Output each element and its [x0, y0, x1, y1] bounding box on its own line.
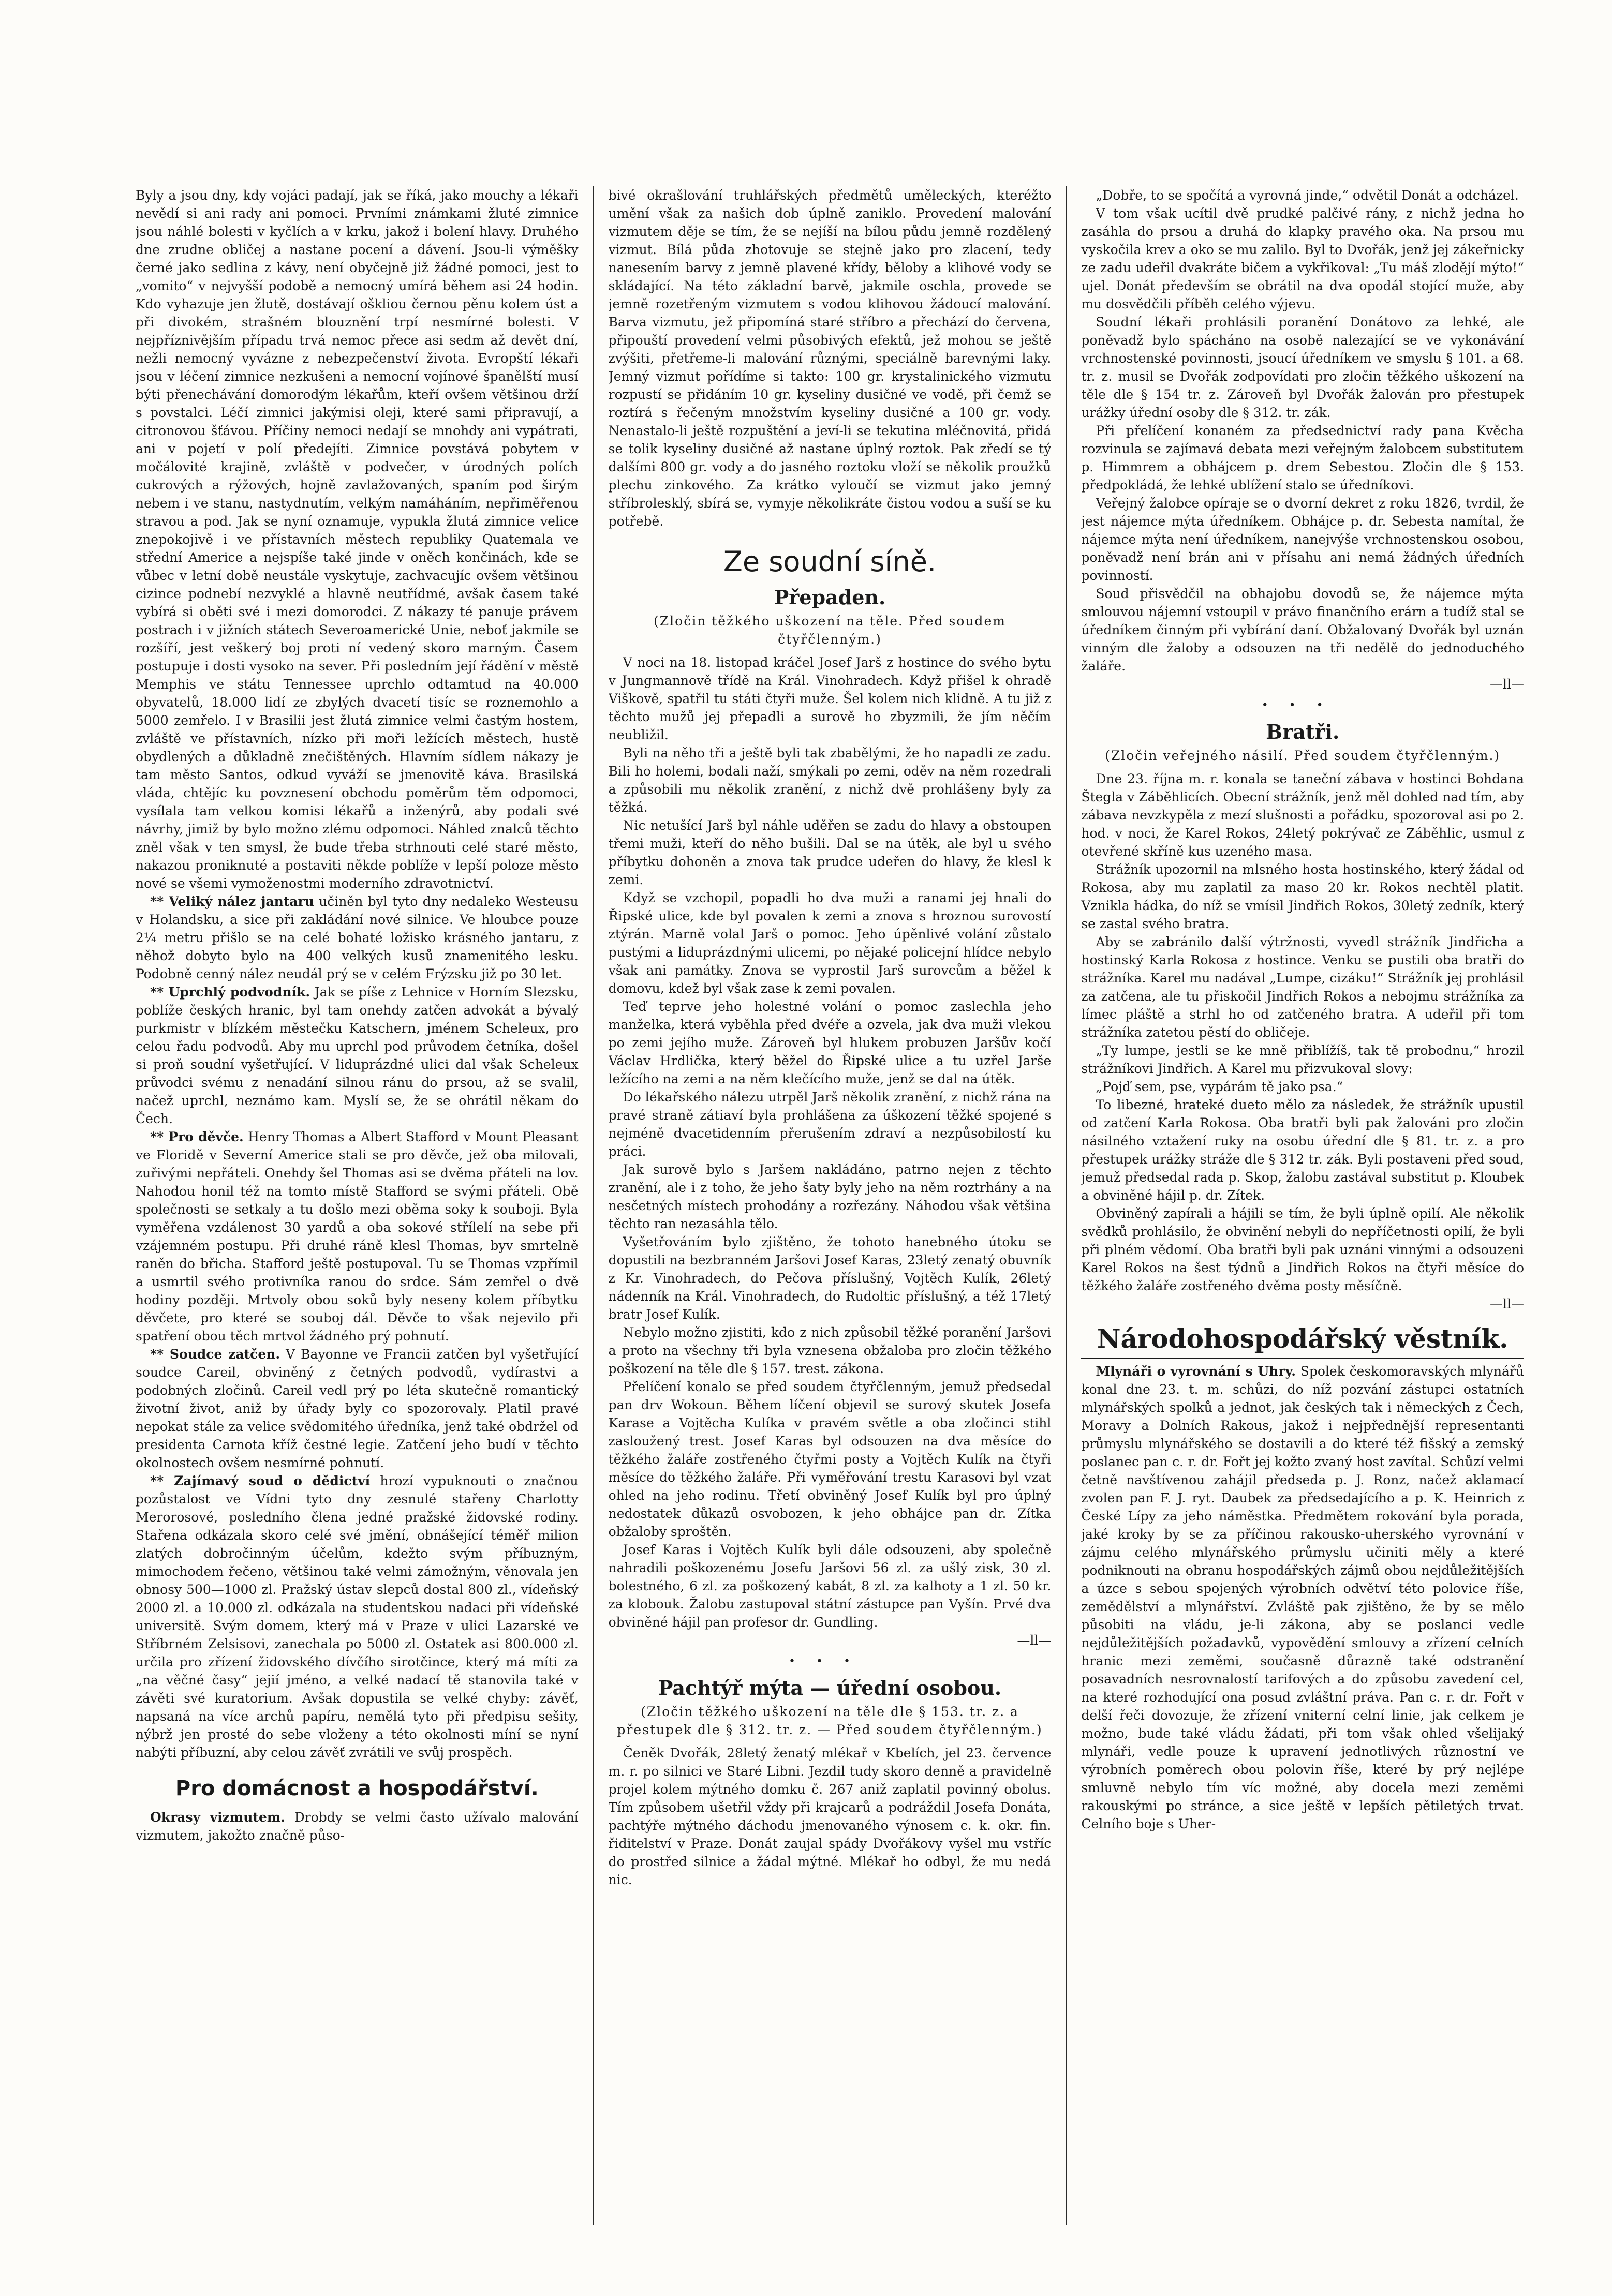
article-judge-arrested [136, 1345, 579, 1472]
case-paragraph: Aby se zabránilo další výtržnosti, vyvedl strážník Jindřicha a hostinský Karla Rokosa z hostince. Venku se pustili oba bratři do strážníka. Karel mu nadával „Lumpe, cizáku!“ Strážník jej prohlásil za zatčena, ale tu přiskočil Jindřich Rokos a nebojmu strážníka za límec pláště a strhl ho od zatčeného bratra. A udeřil při tom strážníka zatetou pěstí do obličeje. [1081, 934, 1525, 1040]
case-paragraph: Dne 23. října m. r. konala se taneční zábava v hostinci Bohdana Štegla v Záběhlicích. Obecní strážník, jenž měl dohled nad tím, aby zábava nevzkypěla z mezí slušnosti a pořádku, spozoroval asi po 2. hod. v noci, že Karel Rokos, 24letý pokrývač ze Záběhlic, usmul z otevřené skříně kus uzeného masa. [1081, 771, 1525, 859]
section-heading-household: Pro domácnost a hospodářství. [175, 1777, 539, 1800]
article-for-a-girl [136, 1128, 579, 1345]
author-sign: —ll— [1017, 1633, 1052, 1648]
article-millers [1081, 1362, 1524, 1833]
case-paragraph: Vyšetřováním bylo zjištěno, že tohoto hanebného útoku se dopustili na bezbranném Jaršovi Josef Karas, 23letý zenatý obuvník z Kr. Vinohradech, do Pečova příslušný, Vojtěch Kulík, 26letý nádenník na Král. Vinohradech, do Rudoltic příslušný, a též 17letý bratr Josef Kulík. [608, 1234, 1052, 1322]
case-paragraph: Byli na něho tři a ještě byli tak zbabělými, že ho napadli ze zadu. Bili ho holemi, bodali naží, smýkali po zemi, oděv na něm rozedrali a způsobili mu několik zranění, z nichž dvě prohlášeny byly za těžká. [608, 746, 1052, 815]
case-paragraph: Nic netušící Jarš byl náhle uděřen se zadu do hlavy a obstoupen třemi muži, kteří do něho bušili. Dal se na útěk, ale byl u svého příbytku dohoněn a znova tak prudce udeřen do hlavy, že klesl k zemi. [608, 818, 1052, 887]
kicker-amber: ** Veliký nález jantaru [150, 894, 314, 909]
case-paragraph: To libezné, hrateké dueto mělo za následek, že strážník upustil od zatčení Karla Rokosa. Oba bratři byli pak žalováni pro zločin násilného vztažení ruky na osobu úřední dle § 81. tr. z. a pro přestupek urážky stráže dle § 312 tr. zák. Byli postaveni před soud, jemuž předsedal rada p. Skop, žalobu zastával substitut p. Kloubek a obviněné hájil p. dr. Zítek. [1081, 1097, 1525, 1203]
text-inheritance: hrozí vypuknouti o značnou pozůstalost ve Vídni tyto dny zesnulé stařeny Charlotty Merorosové, posledního člena jedné pražské židovské rodiny. Stařena odkázala skoro celé své jmění, obnášející téměř milion zlatých dobročinným účelům, kdežto svým příbuzným, mimochodem řečeno, většinou také velmi zámožným, věnovala jen obnosy 500—1000 zl. Pražský ústav slepců dostal 800 zl., vídeňský 2000 zl. a 10.000 zl. odkázala na studentskou nadaci při vídeňské universitě. Svým domem, který má v Praze v ulici Lazarské ve Stříbrném Zelsisovi, zanechala po 5000 zl. Ostatek asi 800.000 zl. určila pro zřízení židovského dívčího sirotčince, který má míti za „na věčné časy“ jejií jméno, a velké nadací tě stanovila také v závěti své kuratorium. Avšak dopustila se velké chyby: závěť, napsaná na více archů papíru, nemělá tyto při předpisu sešity, nýbrž jen prosté do sebe vloženy a této okolnosti míní se nyní nabýti příbuzní, aby celou závěť zvrátili ve svůj prospěch. [136, 1473, 579, 1760]
text-amber: učiněn byl tyto dny nedaleko Westeusu v Holandsku, a sice při zakládání nové silnice. Ve hloubce pouze 2¼ metru přišlo se na celé bohaté ložisko krásného jantaru, z něhož dobyto bylo na 400 velkých kusů znamenitého lesku. Podobně cenný nález neudál prý se v celém Frýzsku již po 30 let. [136, 894, 579, 981]
case-paragraph: Teď teprve jeho holestné volání o pomoc zaslechla jeho manželka, která vyběhla před dvéře a ozvela, jak dva muži vlekou po zemi jejího muže. Zároveň byl hlukem probuzen Jaršův kočí Václav Hrdlička, který běžel do Řipské ulice a tu uzřel Jarše ležícího na zemi a na něm klečícího muže, jenž se dal na útěk. [608, 999, 1052, 1086]
article-amber-find [136, 892, 579, 983]
text-bismuth: Drobdy se velmi často užívalo malování vizmutem, jakožto značně půso- [136, 1810, 579, 1843]
case-paragraph: Josef Karas i Vojtěch Kulík byli dále odsouzeni, aby společně nahradili poškozenému Josefu Jaršovi 56 zl. za ušlý zisk, 30 zl. bolestného, 6 zl. za poškozený kabát, 8 zl. za kalhoty a 1 zl. 50 kr. za klobouk. Žalobu zastupoval státní zástupce pan Vyšín. Prvé dva obviněné hájil pan profesor dr. Gundling. [608, 1542, 1052, 1630]
case-paragraph: „Ty lumpe, jestli se ke mně přiblížíš, tak tě probodnu,“ hrozil strážníkovi Jindřich. A Karel mu přizvukoval slovy: [1081, 1043, 1525, 1076]
column-divider [1066, 186, 1067, 2225]
case-paragraph: Soud přisvědčil na obhajobu dovodů se, že nájemce mýta smlouvou nájemní vstoupil v právo finančního erárn a tudíž stal se úředníkem činným při vybírání daní. Obžalovaný Dvořák byl uznán vinným dle žaloby a odsouzen na tři nedělě do jednoduchého žaláře. [1081, 586, 1525, 674]
author-sign: —ll— [1490, 1296, 1525, 1311]
kicker-inheritance: ** Zajímavý soud o dědictví [150, 1473, 371, 1488]
column-3 [1081, 186, 1524, 2225]
text-girl: Henry Thomas a Albert Stafford v Mount Pleasant ve Floridě v Severní Americe stali se pro děvče, jež oba milovali, zuřivými nepřáteli. Onehdy šel Thomas asi se dvěma přáteli na lov. Nahodou honil též na tomto místě Stafford se svými přáteli. Obě společnosti se setkaly a tu došlo mezi oběma soky k souboji. Byla vyměřena vzdálenost 30 yardů a oba sokové střílelí na sebe při vzájemném postupu. Při druhé ráně klesl Thomas, byv smrtelně raněn do břicha. Stafford ještě postupoval. Tu se Thomas vzpřímil a usmrtil svého protivníka ranou do srdce. Sám zemřel o dvě hodiny později. Mrtvoly obou soků byly neseny kolem příbytku děvčete, pro které se souboj dál. Děvče to však nejevilo při spatření obou těch mrtvol žádného prý pohnutí. [136, 1129, 579, 1344]
separator-stars: ••• [1261, 699, 1344, 712]
case-paragraph: Nebylo možno zjistiti, kdo z nich způsobil těžké poranění Jaršovi a proto na všechny tři byla vznesena obžaloba pro zločin těžkého poškození na těle dle § 157. trest. zákona. [608, 1325, 1052, 1376]
case-paragraph: Obviněný zapírali a hájili se tím, že byli úplně opilí. Ale několik svědků prohlásilo, že obvinění nebyli do nepříčetnosti opilí, že byli při plném vědomí. Oba bratři byli pak uznáni vinnými a odsouzeni Karel Rokos na šest týdnů a Jindřich Rokos na čtyři měsíce do těžkého žaláře zostřeného dvěma posty měsíčně. [1081, 1206, 1525, 1293]
article-inheritance [136, 1472, 579, 1762]
case-paragraph: Veřejný žalobce opíraje se o dvorní dekret z roku 1826, tvrdil, že jest nájemce mýta úředníkem. Obhájce p. dr. Sebesta namítal, že nájemce mýta není úředníkem, nanejvýše vrchnostenskou osobou, poněvadž není brán ani v přísahu ani nemá žádných úředních povinností. [1081, 496, 1525, 583]
case-paragraph: Strážník upozornil na mlsného hosta hostinského, který žádal od Rokosa, aby mu zaplatil za maso 20 kr. Rokos nechtěl platit. Vznikla hádka, do níž se vmísil Jindřich Rokos, 30letý zedník, který se zastal svého bratra. [1081, 862, 1525, 931]
kicker-bismuth: Okrasy vizmutem. [150, 1810, 286, 1825]
case-title-attacked: Přepaden. [774, 586, 886, 609]
text-fraudster: Jak se píše z Lehnice v Horním Slezsku, poblíže českých hranic, byl tam onehdy zatčen advokát a bývalý purkmistr v blízkém městečku Katschern, jménem Scheleux, pro celou řadu podvodů. Aby mu uprchl pod průvodem četníka, došel si proň soudní vyšetřující. V liduprázdné ulici dal však Scheleux průvodci svému z nenadání silnou ránu do prsou, až se svalil, načež uprchl, neznámo kam. Myslí se, že se ohrátil někam do Čech. [136, 985, 579, 1126]
case-paragraph: V noci na 18. listopad kráčel Josef Jarš z hostince do svého bytu v Jungmannově třídě na Král. Vinohradech. Když přišel k ohradě Viškově, spatřil tu státi čtyři muže. Šel kolem nich klidně. A tu již z těchto mužů jej přepadli a surově ho zbyzmili, že jím něčím neubližil. [608, 655, 1052, 742]
section-heading-economy: Národohospodářský věstník. [1081, 1322, 1524, 1359]
case-title-toll: Pachtýř mýta — úřední osobou. [658, 1676, 1002, 1699]
kicker-judge: ** Soudce zatčen. [150, 1347, 280, 1362]
case-subtitle-toll: (Zločin těžkého uškození na těle dle § 153. tr. z. a přestupek dle § 312. tr. z. — Před soudem čtyřčlenným.) [617, 1704, 1043, 1737]
article-yellow-fever: Byly a jsou dny, kdy vojáci padají, jak se říká, jako mouchy a lékaři nevědí si ani rady ani pomoci. Prvními známkami žluté zimnice jsou náhlé bolesti v kyčlích a v krku, jakož i bolení hlavy. Druhého dne zrudne obličej a nastane pocení a dávení. Jsou-li výměšky černé jako sedlina z kávy, není obyčejně již žádné pomoci, jest to „vomito“ v nejvyšší podobě a nemocný umírá během asi 24 hodin. Kdo vyhazuje jen žlutě, dostávají oškliou černou pěnu kolem úst a při divokém, strašném blouznění trpí nesmírné bolesti. V nejpříznivějším případu trvá nemoc přece asi sedm až devět dní, nežli nemocný vyvázne z nebezpečenství života. Evropští lékaři jsou v léčení zimnice nezkušeni a nemocní vojínové španělští musí býti přenechávání domorodým lékařům, kteří ovšem většinou drží s povstalci. Léčí zimnici jakýmisi oleji, které sami připravují, a citronovou šťávou. Příčiny nemoci nedají se mnohdy ani vypátrati, ani v pojetí v polí předejíti. Zimnice povstává pobytem v močálovité krajině, zvláště v podvečer, v úrodných polích cukrových a rýžových, hojně zavlažovaných, spaním pod širým nebem i ve stanu, nastydnutím, velkým namáháním, nepřiměřenou stravou a pod. Jak se nyní oznamuje, vypukla žlutá zimnice velice znepokojivě i ve přístavních městech republiky Quatemala ve střední Americe a nejspíše také jinde v oněch končinách, kde se vůbec v letní době neustále vyskytuje, zachvacujíc ovšem většinou cizince podnebí nezvyklé a hlavně neutřídmé, avšak časem také vybírá si oběti své i mezi domorodci. Z nákazy té panuje právem postrach i v jižních státech Severoamerické Unie, neboť jakmile se rozšíří, jest veškerý boj proti ní vedený skoro marným. Časem postupuje i dosti vysoko na sever. Při posledním její řádění v městě Memphis ve státu Tennessee uprchlo odtamtud na 40.000 obyvatelů, 18.000 lidí ze zbylých dvacetí tisíc se roznemohlo a 5000 zemřelo. I v Brasilii jest žlutá zimnice velmi častým hostem, zvláště ve přístavních, nízko při moři ležících městech, hustě obydlených a důkladně znečištěných. Hlavním sídlem nákazy je tam město Santos, odkud vyváží se jmenovitě káva. Brasilská vláda, chtějíc ku povznesení obchodu poměrům těm odpomoci, vysílala tam velkou komisi lékařů a inženýrů, aby podali své návrhy, jimiž by bylo možno zlému odpomoci. Náhled znalců těchto zněl však v ten smysl, že bude třeba strhnouti celé staré město, nakazou proniknuté a postaviti někde poblíže v lepší poloze město nové se všemi vymoženostmi moderního zdravotnictví. [136, 188, 579, 891]
kicker-girl: ** Pro děvče. [150, 1129, 244, 1144]
case-subtitle-attacked: (Zločin těžkého uškození na těle. Před soudem čtyřčlenným.) [654, 614, 1006, 647]
case-paragraph: Když se vzchopil, popadli ho dva muži a ranami jej hnali do Řipské ulice, kde byl povalen k zemi a znova s hroznou surovostí ztýrán. Marně volal Jarš o pomoc. Jeho úpěnlivé volání zůstalo pustými a liduprázdnými ulicemi, po nějaké policejní hlídce nebylo však ani památky. Znova se vyprostil Jarš surovcům a běžel k domovu, kdež byl však zase k zemi povalen. [608, 890, 1052, 996]
column-2 [609, 186, 1052, 2225]
case-subtitle-brothers: (Zločin veřejného násilí. Před soudem čtyřčlenným.) [1105, 748, 1501, 763]
kicker-fraudster: ** Uprchlý podvodník. [150, 985, 310, 1000]
case-paragraph: V tom však ucítil dvě prudké palčivé rány, z nichž jedna ho zasáhla do prsou a druhá do klapky pravého oka. Na prsou mu vyskočila krev a oko se mu zalilo. Byl to Dvořák, jenž jej zákeřnicky ze zadu udeřil dvakráte bičem a vykřikoval: „Tu máš zlodějí mýto!“ ujel. Donát především se obrátil na dva opodál stojící muže, aby mu dosvědčili příběh celého výjevu. [1081, 206, 1525, 311]
section-heading-court: Ze soudní síně. [723, 545, 937, 578]
kicker-millers: Mlynáři o vyrovnání s Uhry. [1096, 1364, 1296, 1379]
text-judge: V Bayonne ve Francii zatčen byl vyšetřující soudce Careil, obviněný z četných podvodů, vydírastvi a podobných zločinů. Careil vedl prý po léta skutečně romantický životní život, aniž by úřady byly co spozorovaly. Platil pravé nepokat stále za velice svědomitého úředníka, jenž také obdržel od presidenta Carnota kříž čestné legie. Zatčení jeho budí v těchto okolnostech ovšem nesmírné pohnutí. [136, 1347, 579, 1470]
article-bismuth-cont: bivé okrašlování truhlářských předmětů uměleckých, kteréžto umění však za našich dob úplně zaniklo. Provedení malování vizmutem děje se tím, že se nejíší na bílou půdu jemně rozdělený vizmut. Bílá půda zhotovuje se stejně jako pro zlacení, tedy nanesením barvy z jemně plavené křídy, běloby a klihové vody se skládající. Na této základní barvě, jakmile oschla, provede se jemně rozetřeným vizmutem s vodou klihovou žádoucí malování. Barva vizmutu, jež připomíná staré stříbro a přechází do červena, připouští provedení velmi působivých efektů, jež mohou se ještě zvýšiti, přetřeme-li malování různými, speciálně barevnými laky. Jemný vizmut pořídíme si takto: 100 gr. krystalinického vizmutu rozpustí se přidáním 10 gr. kyseliny dusičné ve vodě, při čemž se roztírá s řečeným množstvím kyseliny dusičné a 100 gr. vody. Nenastalo-li ještě rozpuštění a jeví-li se tekutina mléčnovitá, přidá se tolik kyseliny dusičné až nastane úplný roztok. Pak zředí se tý dalšími 800 gr. vody a do jasného roztoku vloží se několik proužků plechu zinkového. Za krátko vyloučí se vizmut jako jemný stříbrolesklý, sbírá se, vymyje několikráte čistou vodou a suší se ku potřebě. [608, 188, 1052, 529]
case-paragraph: Při přelíčení konaném za předsednictví rady pana Kvěcha rozvinula se zajímavá debata mezi veřejným žalobcem substitutem p. Himmrem a obhájcem p. drem Sebestou. Zločin dle § 153. předpokládá, že lehké ublížení stalo se úředníkovi. [1081, 423, 1525, 493]
case-paragraph: „Dobře, to se spočítá a vyrovná jinde,“ odvětil Donát a odcházel. [1096, 188, 1519, 203]
case-title-brothers: Bratři. [1266, 720, 1340, 743]
case-paragraph: Přelíčení konalo se před soudem čtyřčlenným, jemuž předsedal pan drv Wokoun. Během líčení objevil se surový skutek Josefa Karase a Vojtěcha Kulíka v pravém světle a oba zločinci stihl zasloužený trest. Josef Karas byl odsouzen na dva měsíce do těžkého žaláře zostřeného čtyřmi posty a Vojtěch Kulík na čtyři měsíce do těžkého žaláře. Při vyměřování trestu Karasovi byl vzat ohled na jeho rodinu. Třetí obviněný Josef Kulík byl pro úplný nedostatek důkazů osvobozen, k jeho obhájce pan dr. Zítka obžaloby sproštěn. [608, 1379, 1052, 1539]
text-millers: Spolek českomoravských mlynářů konal dne 23. t. m. schůzi, do níž pozvání zástupci ostatních mlynářských spolků a jednot, jak českých tak i německých z Čech, Moravy a Dolních Rakous, jakož i nejpřednější representanti průmyslu mlynářského se dostavili a do které též fišský a zemský poslanec pan c. r. dr. Fořt jej kožto zvaný host zavítal. Schůzí velmi četně navštívenou zahájil předseda p. J. Ronz, načež aklamací zvolen pan F. J. ryt. Daubek za předsedajícího a p. K. Heinrich z České Lípy za jeho náměstka. Předmětem rokování byla porada, jaké kroky by se za příčinou rakousko-uherského vyrovnání v zájmu celého mlynářského průmyslu učiniti měly a které podniknouti na obranu hospodářských zájmů obou nejdůležitějších a úzce s sebou spojených výrobních odvětví této polovice říše, zemědělství a mlynářství. Zvláště pak zjištěno, že by se mělo působiti na vládu, je-li zákona, aby se poslanci vedle nejdůležitějších požadavků, vypovědění smlouvy a zřízení celních hranic mezi zeměmi, současně důrazně také odstranění posavadních nesrovnalostí tarifových a do způsobu zavedení cel, na které rozhodující ona posud zvláštní práva. Pan c. r. dr. Fořt v delší řeči dovozuje, že zřízení vniterní celní linie, jak celkem je možno, bude také vládu žádati, při tom však ohled všelijaký mlynáři, vedle pouze k upravení jednotlivých různostní ve výrobních poměrech obou polovin říše, které by prý nejlépe smluvně nebylo tím víc možné, aby docela mezi zeměmi rakouskými po stránce, a sice ještě v lepších pětiletých trvat. Celního boje s Uher- [1081, 1364, 1525, 1831]
case-paragraph: Jak surově bylo s Jaršem nakládáno, patrno nejen z těchto zranění, ale i z toho, že jeho šaty byly jeho na něm roztrhány a na nesčetných místech prohodány a rozřezány. Náhodou však většina těchto ran nezasáhla tělo. [608, 1162, 1052, 1231]
case-paragraph: Čeněk Dvořák, 28letý ženatý mlékař v Kbelích, jel 23. července m. r. po silnici ve Staré Libni. Jezdil tudy skoro denně a pravidelně projel kolem mýtného domku č. 267 aniž zaplatil povinný obolus. Tím způsobem ušetřil vždy při krajcarů a podráždil Josefa Donáta, pachtýře mýtného dáchodu jmenovaného výnosem c. k. okr. fin. řiditelství v Praze. Donát zaujal spády Dvořákovy vyšel mu vstříc do prostřed silnice a žádal mýtné. Mlékař ho odbyl, že mu nedá nic. [608, 1746, 1052, 1887]
article-fugitive-fraudster [136, 983, 579, 1128]
case-paragraph: Do lékařského nálezu utrpěl Jarš několik zranění, z nichž rána na pravé straně zátiaví byla prohlášena za úškození těžké spojené s nejméně dvacetidenním přerušením zdraví a nezpůsobilostí ku práci. [608, 1090, 1052, 1159]
case-paragraph: Soudní lékaři prohlásili poranění Donátovo za lehké, ale poněvadž bylo spácháno na osobě nalezající se ve vykonávání vrchnostenské povinnosti, jsoucí úředníkem ve smyslu § 101. a 68. tr. z. musil se Dvořák zodpovídati pro zločin těžkého uškození na těle dle § 154 tr. z. Zároveň byl Dvořák žalován pro přestupek urážky úřední osoby dle § 312. tr. zák. [1081, 315, 1525, 420]
case-paragraph: „Pojď sem, pse, vypárám tě jako psa.“ [1096, 1079, 1343, 1094]
column-1 [136, 186, 579, 2225]
article-bismuth-start [136, 1808, 579, 1844]
column-divider [593, 186, 594, 2225]
separator-stars: ••• [789, 1655, 871, 1668]
author-sign: —ll— [1490, 677, 1525, 692]
text-columns [136, 186, 1524, 2225]
